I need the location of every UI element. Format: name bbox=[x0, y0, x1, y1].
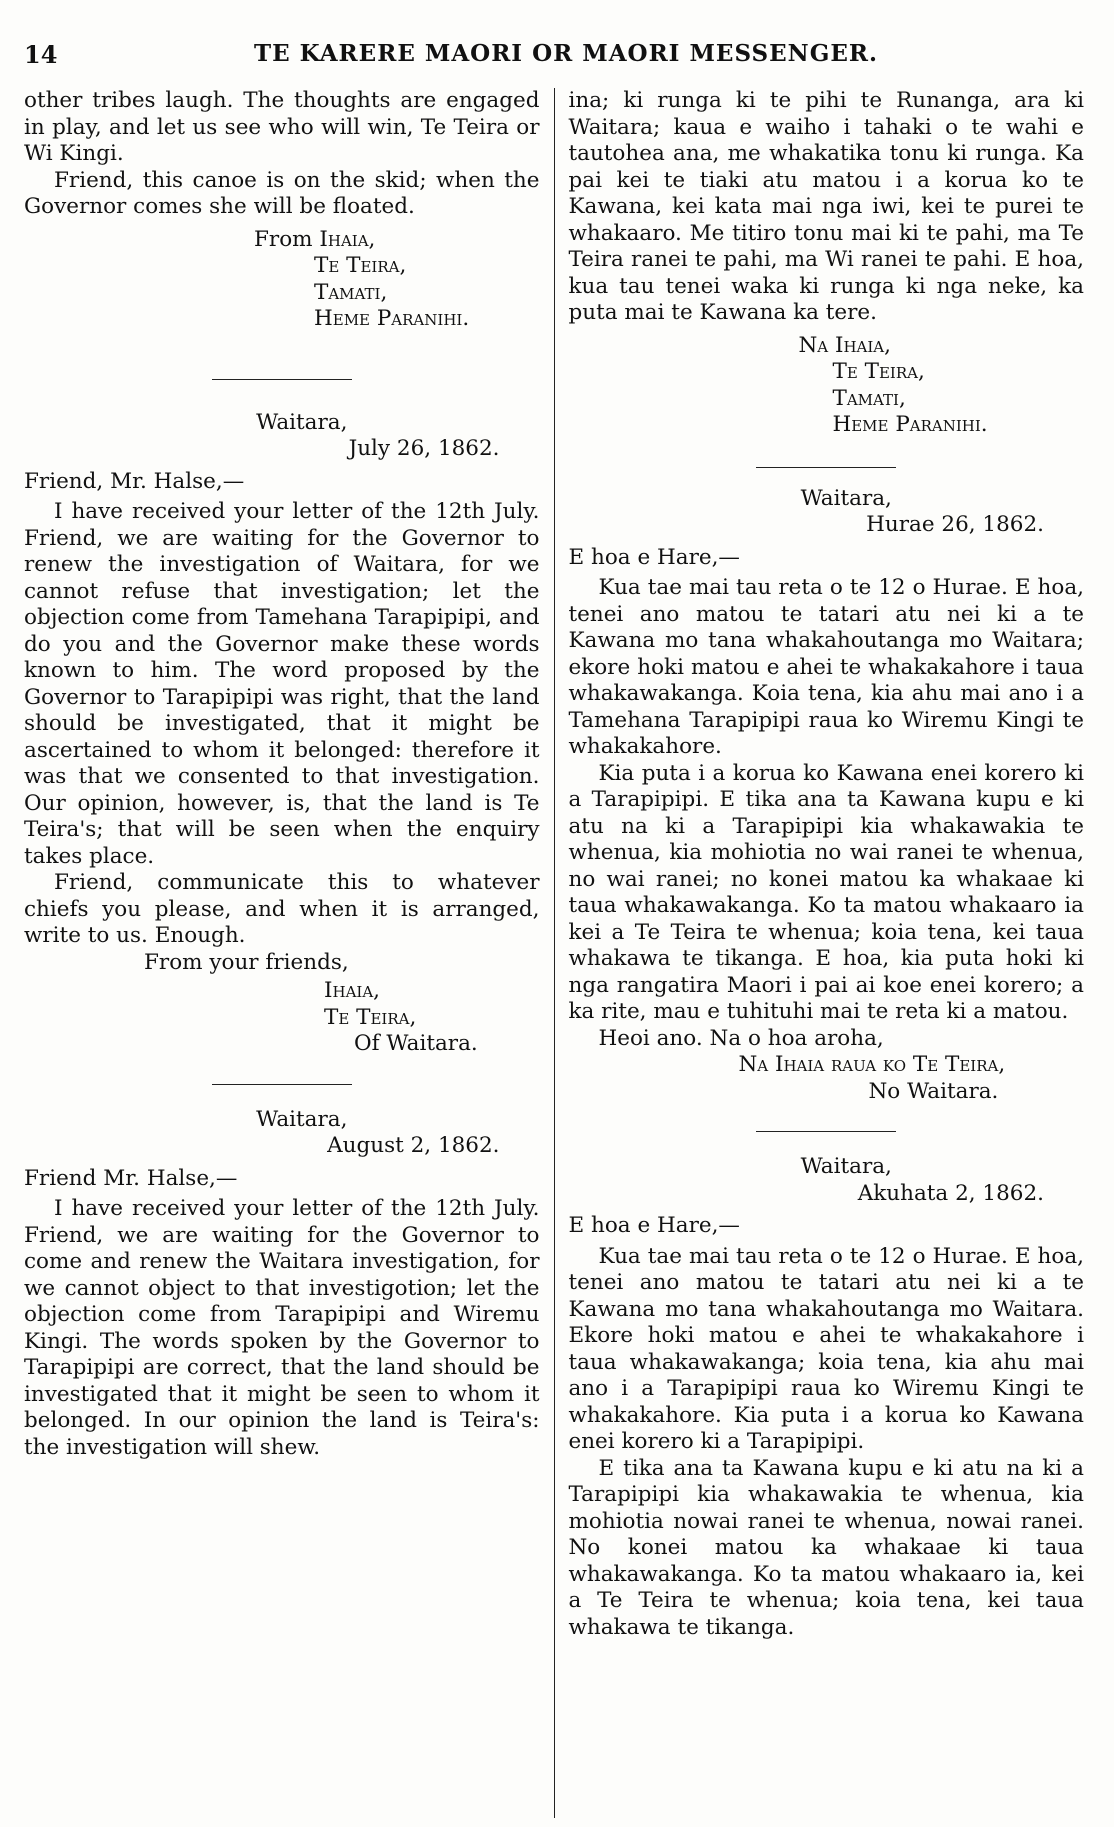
running-title: TE KARERE MAORI OR MAORI MESSENGER. bbox=[254, 40, 879, 67]
signatory-name: Te Teira, bbox=[832, 359, 925, 384]
paragraph: ina; ki runga ki te pihi te Runanga, ara ki Waitara; kaua e waiho i tahaki o te wahi e tautohea ana, me whakatika tonu ki runga. Ka pai kei te tiaki atu matou i a korua ko te Kawana, kei kata mai nga iwi, kei te purei te whakaaro. Me titiro tonu mai ki te pahi, ma Te Teira ranei te pahi, ma Wi ranei te pahi. E hoa, kua tau tenei waka ki runga ki nga neke, ka puta mai te Kawana ka tere. bbox=[568, 88, 1084, 325]
paragraph: I have received your letter of the 12th July. Friend, we are waiting for the Governor to come and renew the Waitara investigation, for we cannot object to that investigotion; let the objection come from Tarapipipi and Wiremu Kingi. The words spoken by the Governor to Tarapipipi are correct, that the land should be investigated that it might be seen to whom it belonged. In our opinion the land is Teira's: the investigation will shew. bbox=[24, 1196, 540, 1460]
signature-block bbox=[324, 978, 540, 1058]
signatory-name: Tamati, bbox=[314, 279, 388, 305]
page-header bbox=[24, 40, 1084, 88]
salutation: Friend Mr. Halse,— bbox=[24, 1165, 238, 1191]
signatory-name: Heme Paranihi. bbox=[832, 412, 988, 437]
letter-date: July 26, 1862. bbox=[348, 436, 500, 461]
maori-column bbox=[556, 88, 1084, 1818]
section-divider bbox=[756, 1131, 896, 1132]
from-label: From bbox=[254, 226, 313, 252]
letter-place: Waitara, bbox=[256, 409, 348, 435]
section-divider bbox=[756, 467, 896, 468]
paragraph: Kua tae mai tau reta o te 12 o Hurae. E hoa, tenei ano matou te tatari atu nei ki a te Kawana mo tana whakahoutanga mo Waitara. Ekore hoki matou e ahei te whakakahore i taua whakawakanga; koia tena, kia ahu mai ano i a Tarapipipi raua ko Wiremu Kingi te whakakahore. Kia puta i a korua ko Kawana enei korero ki a Tarapipipi. bbox=[568, 1243, 1084, 1454]
letter-date: Hurae 26, 1862. bbox=[866, 512, 1044, 537]
signatory-name: Ihaia, bbox=[324, 978, 380, 1003]
signature-block bbox=[254, 227, 540, 333]
paragraph: Friend, this canoe is on the skid; when the Governor comes she will be floated. bbox=[24, 167, 540, 219]
paragraph: Kua tae mai tau reta o te 12 o Hurae. E hoa, tenei ano matou te tatari atu nei ki a te Kawana mo tana whakahoutanga mo Waitara; ekore hoki matou e ahei te whakakahore i taua whakawakanga. Koia tena, kia ahu mai ano i a Tamehana Tarapipipi raua ko Wiremu Kingi te whakakahore. bbox=[568, 575, 1084, 759]
section-divider bbox=[212, 1084, 352, 1085]
paragraph: Kia puta i a korua ko Kawana enei korero ki a Tarapipipi. E tika ana ta Kawana kupu e ki atu na ki a Tarapipipi kia whakawakia te whenua, kia mohiotia no wai ranei te whenua, no wai ranei; no konei matou ka whakaae ki taua whakawakanga. Ko ta matou whakaaro ia kei a Te Teira te whenua; koia tena, kei taua whakawa te tikanga. E hoa, kia puta hoki ki nga rangatira Maori i pai ai koe enei korero; a ka rite, mau e tuhituhi mai te reta ki a matou. bbox=[568, 760, 1084, 1024]
signature-block bbox=[798, 333, 1084, 439]
letter-date: Akuhata 2, 1862. bbox=[857, 1180, 1044, 1206]
closing: From your friends, bbox=[144, 949, 349, 975]
paragraph: Heoi ano. Na o hoa aroha, bbox=[598, 1025, 884, 1051]
signatory-names: Na Ihaia raua ko Te Teira, bbox=[738, 1052, 1006, 1077]
signatory-name: Heme Paranihi. bbox=[314, 306, 470, 331]
signatory-name: Ihaia, bbox=[319, 226, 376, 252]
paragraph: E tika ana ta Kawana kupu e ki atu na ki a Tarapipipi kia whakawakia te whenua, kia mohiotia nowai ranei te whenua, nowai ranei. No konei matou ka whakaae ki taua whakawakanga. Ko ta matou whakaaro ia, kei a Te Teira te whenua; koia tena, kei taua whakawa te tikanga. bbox=[568, 1455, 1084, 1640]
letter-place: Waitara, bbox=[256, 1106, 348, 1132]
signatory-name: Na Ihaia, bbox=[798, 332, 891, 358]
letter-place: Waitara, bbox=[800, 1154, 892, 1179]
paragraph: I have received your letter of the 12th July. Friend, we are waiting for the Governor to renew the investigation of Waitara, for we cannot refuse that investigation; let the objection come from Tamehana Tarapipipi, and do you and the Governor make these words known to him. The word proposed by the Governor to Tarapipipi was right, that the land should be investigated, that it might be ascertained to whom it belonged: therefore it was that we consented to that investigation. Our opinion, however, is, that the land is Te Teira's; that will be seen when the enquiry takes place. bbox=[24, 499, 540, 869]
paragraph: Friend, communicate this to whatever chiefs you please, and when it is arranged, write to us. Enough. bbox=[24, 870, 540, 948]
signatory-name: Te Teira, bbox=[324, 1004, 417, 1030]
signatory-origin: Of Waitara. bbox=[354, 1031, 478, 1056]
signature-line bbox=[738, 1052, 1084, 1079]
signatory-name: Tamati, bbox=[832, 385, 906, 411]
column-rule bbox=[554, 88, 555, 1818]
letter-place: Waitara, bbox=[800, 485, 892, 511]
text-columns bbox=[24, 88, 1084, 1818]
salutation: Friend, Mr. Halse,— bbox=[24, 468, 245, 494]
salutation: E hoa e Hare,— bbox=[568, 544, 740, 570]
section-divider bbox=[212, 379, 352, 380]
paragraph: other tribes laugh. The thoughts are engaged in play, and let us see who will win, Te Teira or Wi Kingi. bbox=[24, 88, 540, 166]
signatory-name: Te Teira, bbox=[314, 253, 407, 278]
salutation: E hoa e Hare,— bbox=[568, 1213, 740, 1238]
signatory-origin: No Waitara. bbox=[868, 1078, 999, 1104]
letter-date: August 2, 1862. bbox=[327, 1133, 500, 1158]
english-column bbox=[24, 88, 552, 1818]
page-number: 14 bbox=[24, 40, 58, 69]
